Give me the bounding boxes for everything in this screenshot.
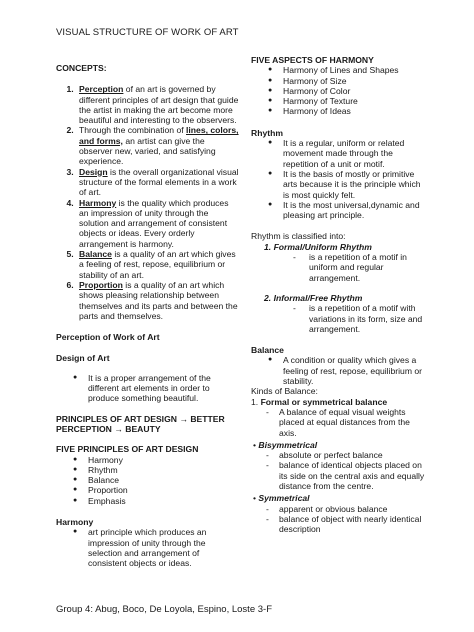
design-bullet: ● It is a proper arrangement of the different art elements in order to produce something beautiful. [56,373,240,404]
perception-title: Perception of Work of Art [56,332,160,343]
principle-item: ● Harmony [56,455,240,465]
concept-term: Harmony [79,197,117,208]
formal-balance-number: 1. [251,396,259,407]
concept-term: Balance [79,249,112,260]
rhythm-list [251,138,426,220]
five-principles-list [56,455,240,506]
design-list [56,373,240,404]
concept-item [76,125,240,166]
page-header: VISUAL STRUCTURE OF WORK OF ART [56,27,239,38]
formal-rhythm-title: Formal/Uniform Rhythm [273,241,372,252]
concept-text: of an art is governed by different principles of art design that guide the artist in making the art become more beautiful and interesting to the observers. [79,84,239,126]
formal-balance-desc: - A balance of equal visual weights placed at equal distances from the axis. [251,407,426,438]
balance-title: Balance [251,345,284,356]
bisymmetrical-title: Bisymmetrical [258,439,318,450]
rhythm-bullet: ● It is the basis of mostly or primitive arts because it is the principle which is most quickly felt. [251,169,426,200]
left-column [56,63,240,568]
informal-rhythm-heading [251,293,426,303]
informal-rhythm-number: 2. [264,292,272,303]
bisymmetrical-heading [251,440,426,450]
concept-term: Design [79,166,108,177]
concept-text: is the quality which produces an impression of unity through the solution and arrangement of consistent objects or ideas. Every orderly arrangement is harmony. [79,197,229,249]
kinds-of-balance-title: Kinds of Balance: [251,386,318,397]
principles-line-2: PERCEPTION → BEAUTY [56,423,161,434]
principle-item: ● Balance [56,475,240,485]
aspects-title: FIVE ASPECTS OF HARMONY [251,55,374,65]
aspect-item: ● Harmony of Lines and Shapes [251,65,426,75]
concept-term: Perception [79,84,124,95]
bisymmetrical-item: - balance of identical objects placed on its side on the central axis and equally distance from the centre. [251,460,426,491]
design-title: Design of Art [56,353,110,364]
harmony-list [56,527,240,568]
right-column [251,55,426,534]
symmetrical-item: - apparent or obvious balance [251,504,426,514]
concept-text: is a quality of an art which gives a feeling of rest, repose, equilibrium or stability of an art. [79,249,236,280]
aspect-item: ● Harmony of Size [251,76,426,86]
harmony-bullet: ● art principle which produces an impression of unity through the selection and arrangement of consistent objects or ideas. [56,527,240,568]
bisymmetrical-item: - absolute or perfect balance [251,450,426,460]
principle-item: ● Rhythm [56,465,240,475]
five-principles-title: FIVE PRINCIPLES OF ART DESIGN [56,444,199,455]
symmetrical-title: Symmetrical [258,493,310,504]
concept-item [76,249,240,280]
concept-pre: Through the combination of [79,125,187,136]
symmetrical-heading [251,493,426,503]
aspect-item: ● Harmony of Color [251,86,426,96]
page-footer: Group 4: Abug, Boco, De Loyola, Espino, Loste 3-F [56,604,272,615]
balance-bullet: ● A condition or quality which gives a feeling of rest, repose, equilibrium or stability. [251,355,426,386]
rhythm-bullet: ● It is a regular, uniform or related movement made through the repetition of a unit or motif. [251,138,426,169]
principle-item: ● Emphasis [56,496,240,506]
principles-line-1: PRINCIPLES OF ART DESIGN → BETTER [56,413,225,424]
rhythm-title: Rhythm [251,127,283,138]
concept-text: an artist can give the observer new, varied, and satisfying experience. [79,135,216,167]
concepts-title: CONCEPTS: [56,63,107,73]
balance-list [251,355,426,386]
formal-rhythm-desc: - is a repetition of a motif in uniform and regular arrangement. [251,252,426,283]
concept-item [76,198,240,249]
small-bullet-icon: • [253,439,257,450]
symmetrical-item: - balance of object with nearly identical description [251,514,426,535]
concept-item [76,280,240,321]
concept-term: Proportion [79,279,123,290]
concepts-list [56,84,240,321]
aspect-item: ● Harmony of Ideas [251,106,426,116]
concept-item [76,167,240,198]
aspect-item: ● Harmony of Texture [251,96,426,106]
formal-rhythm-number: 1. [264,241,272,252]
formal-rhythm-heading [251,242,426,252]
harmony-title: Harmony [56,516,94,527]
informal-rhythm-title: Informal/Free Rhythm [273,292,363,303]
concept-text: is the overall organizational visual structure of the formal elements in a work of art. [79,166,239,198]
formal-balance-heading [251,397,426,407]
concept-item [76,84,240,125]
rhythm-bullet: ● It is the most universal,dynamic and pleasing art principle. [251,200,426,221]
concept-term: lines, colors, and forms, [79,125,239,146]
small-bullet-icon: • [253,493,257,504]
formal-balance-title: Formal or symmetrical balance [260,396,388,407]
rhythm-classified: Rhythm is classified into: [251,231,346,242]
concept-text: is a quality of an art which shows pleasing relationship between themselves and its parts and between the parts and themselves. [79,279,238,321]
aspects-list [251,65,426,116]
principle-item: ● Proportion [56,485,240,495]
informal-rhythm-desc: - is a repetition of a motif with variations in its form, size and arrangement. [251,303,426,334]
